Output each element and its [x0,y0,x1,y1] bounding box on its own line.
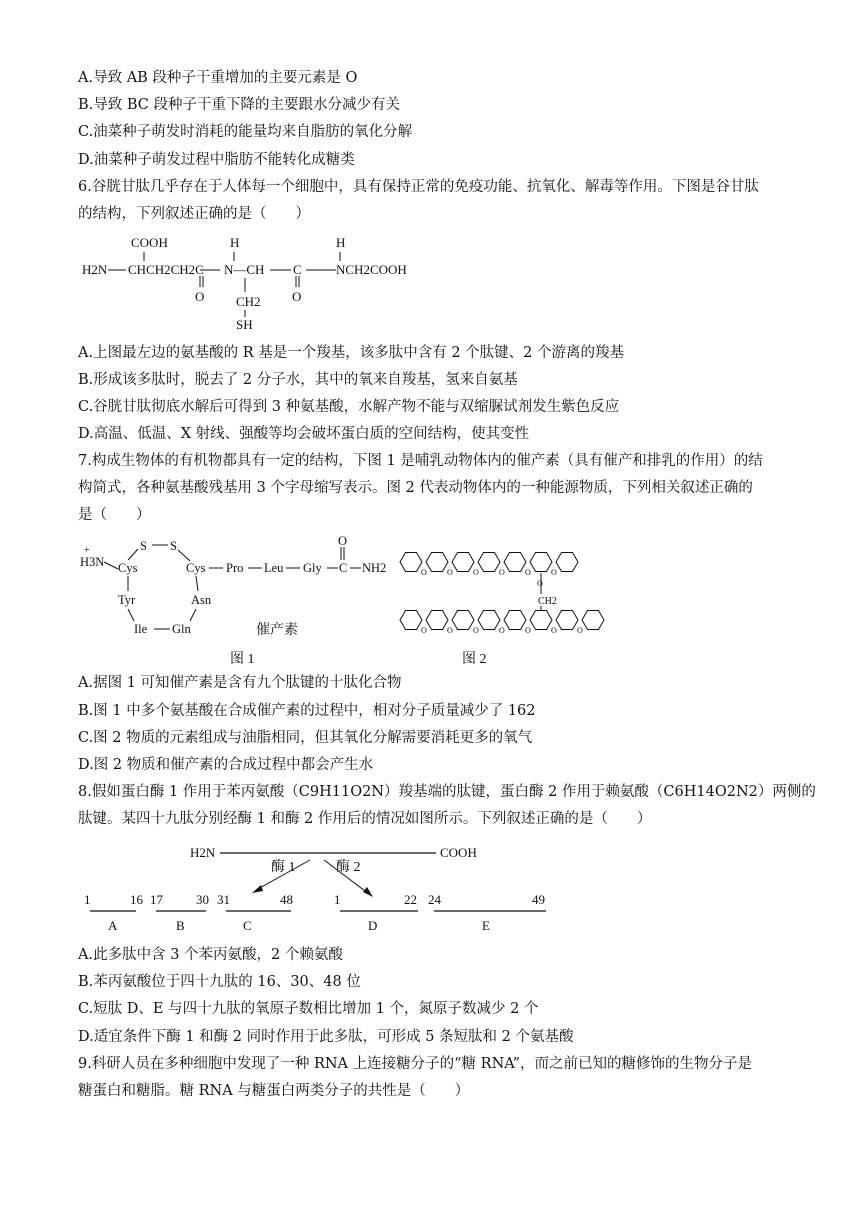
h3n-label: H3N [80,555,105,569]
glycosidic-oxygen-label: O [473,568,479,577]
glycosidic-oxygen-label: O [473,626,479,635]
oxytocin-name: 催产素 [256,623,298,638]
glycosidic-oxygen-label: O [421,568,427,577]
o-left-label: O [195,289,205,304]
s1-label: S [140,539,147,553]
h-mid-label: H [230,235,240,250]
seg-a-label: A [108,918,118,933]
q8-option-a: A.此多肽中含 3 个苯丙氨酸，2 个赖氨酸 [78,947,343,963]
q5-option-b: B.导致 BC 段种子干重下降的主要跟水分减少有关 [78,97,401,113]
cys2-label: Cys [186,561,206,575]
glucose-ring [452,611,474,630]
seg-d-end: 22 [404,892,417,907]
q6-option-a: A.上图最左边的氨基酸的 R 基是一个羧基，该多肽中含有 2 个肽键、2 个游离的羧基 [78,345,624,361]
seg-a-end: 16 [130,892,143,907]
q5-option-c: C.油菜种子萌发时消耗的能量均来自脂肪的氧化分解 [78,124,413,140]
fig1-caption: 图 1 [230,652,255,667]
nh2-label: NH2 [362,561,387,575]
glucose-ring [556,611,578,630]
fig2-caption: 图 2 [462,652,487,667]
glycosidic-oxygen-label: O [537,579,543,588]
q7-option-a: A.据图 1 可知催产素是含有九个肽键的十肽化合物 [78,675,402,691]
seg-e-label: E [482,918,490,933]
q8-option-b: B.苯丙氨酸位于四十九肽的 16、30、48 位 [78,974,361,990]
q6-stem-line2: 的结构，下列叙述正确的是（ ） [78,206,310,222]
seg-b-start: 17 [150,892,163,907]
ch2-label: CH2 [236,294,261,309]
seg-c-label: C [243,918,252,933]
glycosidic-oxygen-label: O [499,568,505,577]
glycosidic-oxygen-label: O [551,626,557,635]
seg-e-start: 24 [428,892,441,907]
q7-stem-line3: 是（ ） [78,507,151,523]
seg-d-label: D [368,918,378,933]
gly-label: Gly [303,561,322,575]
glycosidic-oxygen-label: O [447,626,453,635]
glucose-ring [426,611,448,630]
glucose-ring [504,611,526,630]
q7-option-d: D.图 2 物质和催产素的合成过程中都会产生水 [78,757,374,773]
glycosidic-oxygen-label: O [499,626,505,635]
c-label: C [339,561,348,575]
glutathione-structure-figure [78,230,438,335]
q6-option-d: D.高温、低温、X 射线、强酸等均会破坏蛋白质的空间结构，使其变性 [78,426,530,442]
glycogen-structure-figure [398,540,610,668]
q9-stem-line1: 9.科研人员在多种细胞中发现了一种 RNA 上连接糖分子的“糖 RNA”，而之前已知的糖修饰的生物分子是 [78,1056,753,1072]
nhch2cooh-label: NCH2COOH [336,262,407,277]
q7-stem-line1: 7.构成生物体的有机物都具有一定的结构，下图 1 是哺乳动物体内的催产素（具有催产和排乳的作用）的结 [78,453,763,469]
tyr-label: Tyr [118,593,136,607]
q5-option-d: D.油菜种子萌发过程中脂肪不能转化成糖类 [78,152,355,168]
enzyme1-label: 酶 1 [271,860,296,875]
q6-stem-line1: 6.谷胱甘肽几乎存在于人体每一个细胞中，具有保持正常的免疫功能、抗氧化、解毒等作用。下图是谷甘肽 [78,179,759,195]
seg-b-label-text: B [176,918,185,933]
glucose-ring [582,611,604,630]
glucose-ring [400,553,422,572]
oxytocin-structure-figure [78,533,398,668]
nh-ch-label: N—CH [224,262,265,277]
asn-label: Asn [191,593,212,607]
glycosidic-oxygen-label: O [447,568,453,577]
seg-b-end: 30 [196,892,209,907]
glycosidic-oxygen-label: O [551,568,557,577]
q8-stem-line1: 8.假如蛋白酶 1 作用于苯丙氨酸（C9H11O2N）羧基端的肽键，蛋白酶 2 作用于赖氨酸（C6H14O2N2）两侧的 [78,784,816,800]
glucose-ring [556,553,578,572]
glycosidic-oxygen-label: O [577,626,583,635]
ch2-label: CH2 [538,596,557,607]
q5-option-a: A.导致 AB 段种子干重增加的主要元素是 O [78,70,358,86]
glucose-ring [504,553,526,572]
glucose-ring [400,611,422,630]
q7-option-c: C.图 2 物质的元素组成与油脂相同，但其氧化分解需要消耗更多的氧气 [78,730,533,746]
seg-d-start: 1 [334,892,341,907]
q8-option-d: D.适宜条件下酶 1 和酶 2 同时作用于此多肽，可形成 5 条短肽和 2 个氨基酸 [78,1029,574,1045]
chain-label: CHCH2CH2C [128,262,204,277]
h2n-label: H2N [82,262,108,277]
glucose-ring [452,553,474,572]
glucose-ring [478,553,500,572]
seg-c-start: 31 [217,892,230,907]
q6-option-c: C.谷胱甘肽彻底水解后可得到 3 种氨基酸，水解产物不能与双缩脲试剂发生紫色反应 [78,399,620,415]
glycosidic-oxygen-label: O [525,626,531,635]
q8-option-c: C.短肽 D、E 与四十九肽的氧原子数相比增加 1 个，氮原子数减少 2 个 [78,1001,539,1017]
peptide-cleavage-figure [78,838,558,938]
seg-c-end: 48 [280,892,293,907]
q8-cooh-label: COOH [440,845,477,860]
q6-option-b: B.形成该多肽时，脱去了 2 分子水，其中的氧来自羧基，氢来自氨基 [78,372,518,388]
cys1-label: Cys [118,561,138,575]
h-right-label: H [336,235,346,250]
cooh-top-label: COOH [131,235,168,250]
s2-label: S [170,539,177,553]
leu-label: Leu [264,561,284,575]
seg-a-start: 1 [84,892,91,907]
q9-stem-line2: 糖蛋白和糖脂。糖 RNA 与糖蛋白两类分子的共性是（ ） [78,1083,470,1099]
q8-h2n-label: H2N [190,845,216,860]
o-label: O [338,534,348,548]
glucose-ring [426,553,448,572]
sh-label: SH [236,317,253,332]
pro-label: Pro [226,561,244,575]
q7-stem-line2: 构简式，各种氨基酸残基用 3 个字母缩写表示。图 2 代表动物体内的一种能源物质，下列相关叙述正确的 [78,480,753,496]
ile-label: Ile [134,622,148,636]
c-mid-label: C [293,262,302,277]
o-right-label: O [292,289,302,304]
glycosidic-oxygen-label: O [525,568,531,577]
seg-e-end: 49 [532,892,545,907]
gln-label: Gln [172,622,191,636]
q7-option-b: B.图 1 中多个氨基酸在合成催产素的过程中，相对分子质量减少了 162 [78,703,536,719]
glucose-ring [478,611,500,630]
plus-label: + [84,545,90,556]
glucose-ring [530,611,552,630]
glycosidic-oxygen-label: O [421,626,427,635]
enzyme2-label: 酶 2 [336,860,361,875]
glucose-ring [530,553,552,572]
q8-stem-line2: 肽键。某四十九肽分别经酶 1 和酶 2 作用后的情况如图所示。下列叙述正确的是（ ） [78,811,652,827]
